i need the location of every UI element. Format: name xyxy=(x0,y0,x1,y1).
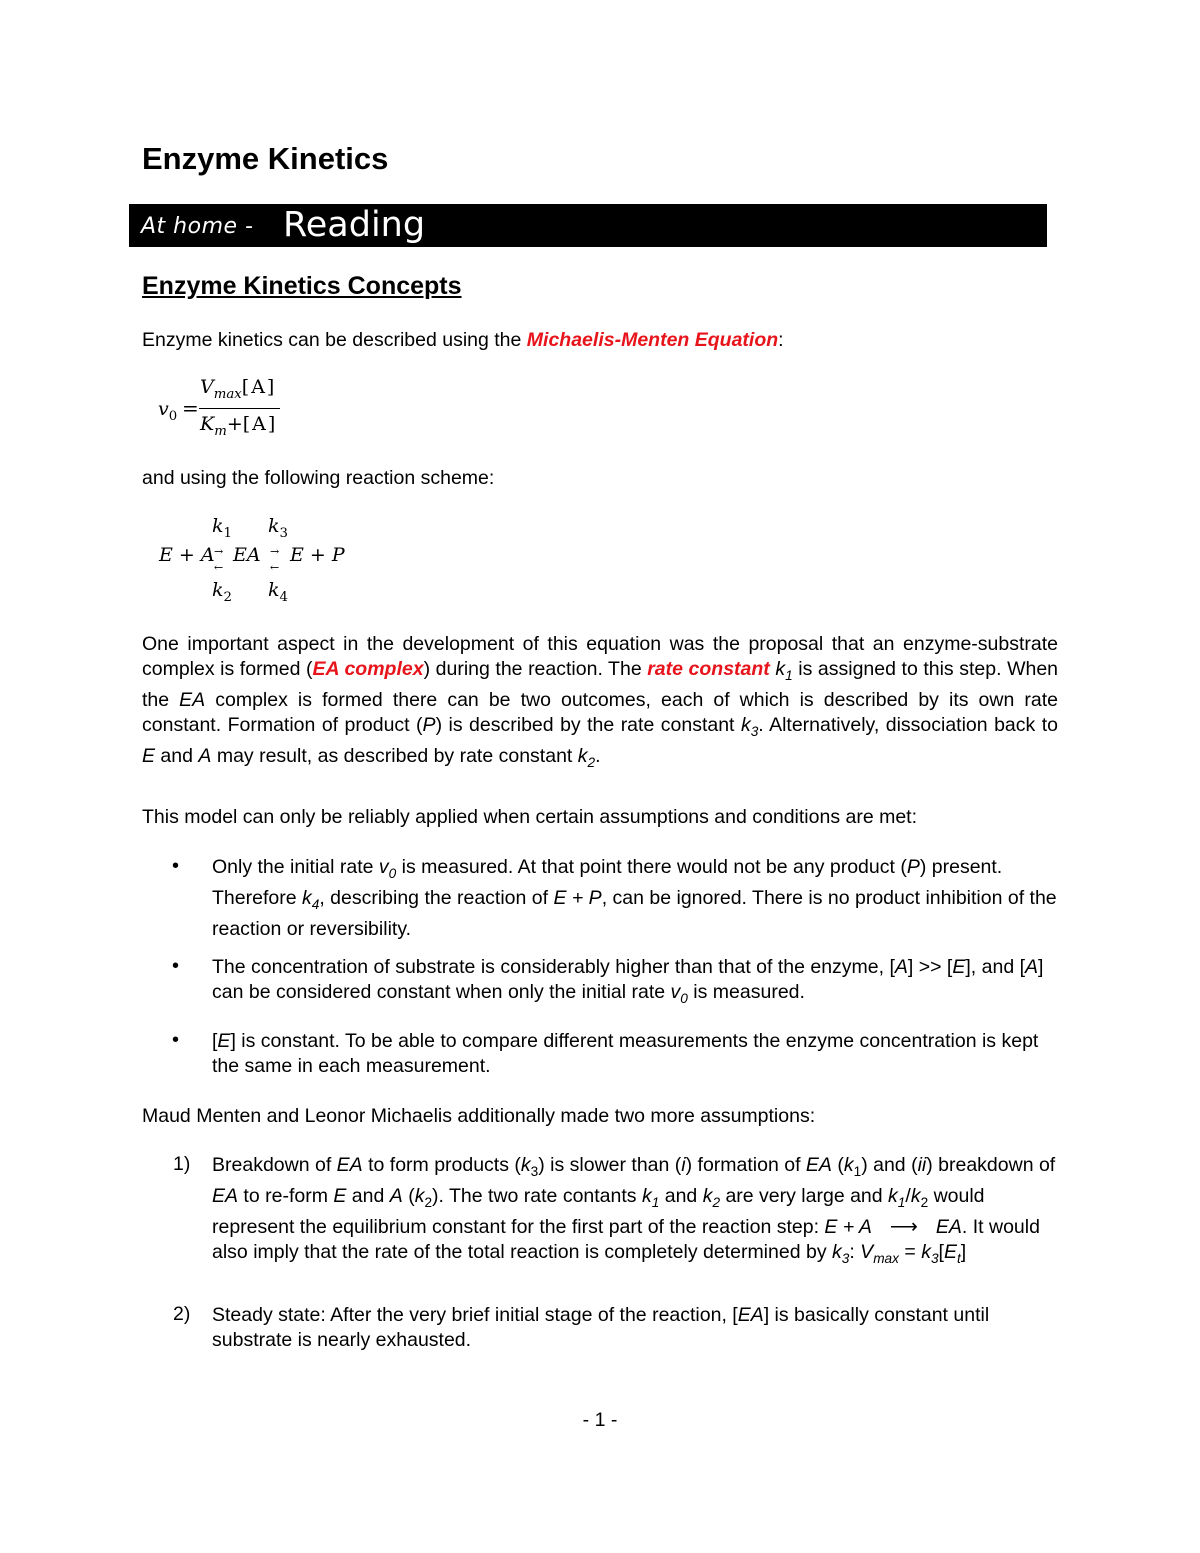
page-number: - 1 - xyxy=(582,1409,618,1431)
bullet-icon: • xyxy=(172,855,180,877)
document-title: Enzyme Kinetics xyxy=(142,141,389,176)
forward-arrow-icon: → xyxy=(214,545,224,558)
equation-name: Michaelis-Menten Equation xyxy=(526,329,779,351)
numbered-item: Breakdown of EA to form products $(k_3)$ is slower than (i) formation of EA $(k_1)$ and (ii) breakdown of EA to re-form E and A $(k_2)$. The two rate contants $k_1$ and $k_2$ are very large and $k_1/k_2$ would represent the equilibrium constant for the first part of the reaction step: E + A ⟶ EA. It would also imply that the rate of the total reaction is completely determined by $k_3$: $V_{max} = k_3[E_t]$ xyxy=(212,1154,1056,1266)
forward-arrow-icon: → xyxy=(270,545,280,558)
scheme-intro: and using the following reaction scheme: xyxy=(142,467,495,489)
list-number: 2) xyxy=(173,1303,191,1325)
intro-paragraph: Enzyme kinetics can be described using the Michaelis-Menten Equation: xyxy=(142,329,784,351)
equation-denominator: $K_m+[A]$ xyxy=(200,413,278,439)
section-title: Enzyme Kinetics Concepts xyxy=(142,272,462,300)
equation-lhs: $v_0$ xyxy=(158,398,178,424)
menten-intro: Maud Menten and Leonor Michaelis additionally made two more assumptions: xyxy=(142,1105,816,1127)
list-item: Only the initial rate $v_0$ is measured. At that point there would not be any product (P) present. Therefore $k_4$, describing the reaction of E + P, can be ignored. There is no product inhibition of the reaction or reversibility. xyxy=(212,856,1057,940)
backward-arrow-icon: ← xyxy=(214,561,224,574)
list-item: [E] is constant. To be able to compare different measurements the enzyme concentration is kept the same in each measurement. xyxy=(212,1030,1039,1077)
paragraph-ea-complex: One important aspect in the development of this equation was the proposal that an enzyme-substrate complex is formed (EA complex) during the reaction. The rate constant $k_1$ is assigned to this step. When the EA complex is formed there can be two outcomes, each of which is described by its own rate constant. Formation of product (P) is described by the rate constant $k_3$. Alternatively, dissociation back to E and A may result, as described by rate constant $k_2$. xyxy=(142,633,1059,770)
backward-arrow-icon: ← xyxy=(270,561,280,574)
scheme-reactants: E + A xyxy=(159,544,215,566)
banner-main-text: Reading xyxy=(283,205,426,245)
assumptions-intro: This model can only be reliably applied when certain assumptions and conditions are met: xyxy=(142,806,918,828)
numbered-item: Steady state: After the very brief initial stage of the reaction, [EA] is basically constant until substrate is nearly exhausted. xyxy=(212,1304,990,1351)
bullet-icon: • xyxy=(172,955,180,977)
list-number: 1) xyxy=(173,1153,191,1175)
equation-numerator: $V_{max}[A]$ xyxy=(200,376,277,402)
section-banner xyxy=(129,204,1047,247)
k4-label: $k_4$ xyxy=(268,579,288,605)
scheme-complex: EA xyxy=(233,544,261,566)
fraction-bar xyxy=(199,408,280,409)
k3-label: $k_3$ xyxy=(268,515,288,541)
scheme-products: E + P xyxy=(290,544,345,566)
banner-italic-text: At home - xyxy=(141,214,254,239)
bullet-icon: • xyxy=(172,1029,180,1051)
k1-label: $k_1$ xyxy=(212,515,232,541)
equation-equals: = xyxy=(182,396,199,420)
list-item: The concentration of substrate is considerably higher than that of the enzyme, [A] >> [E], and [A] can be considered constant when only the initial rate $v_0$ is measured. xyxy=(212,956,1044,1006)
k2-label: $k_2$ xyxy=(212,579,232,605)
